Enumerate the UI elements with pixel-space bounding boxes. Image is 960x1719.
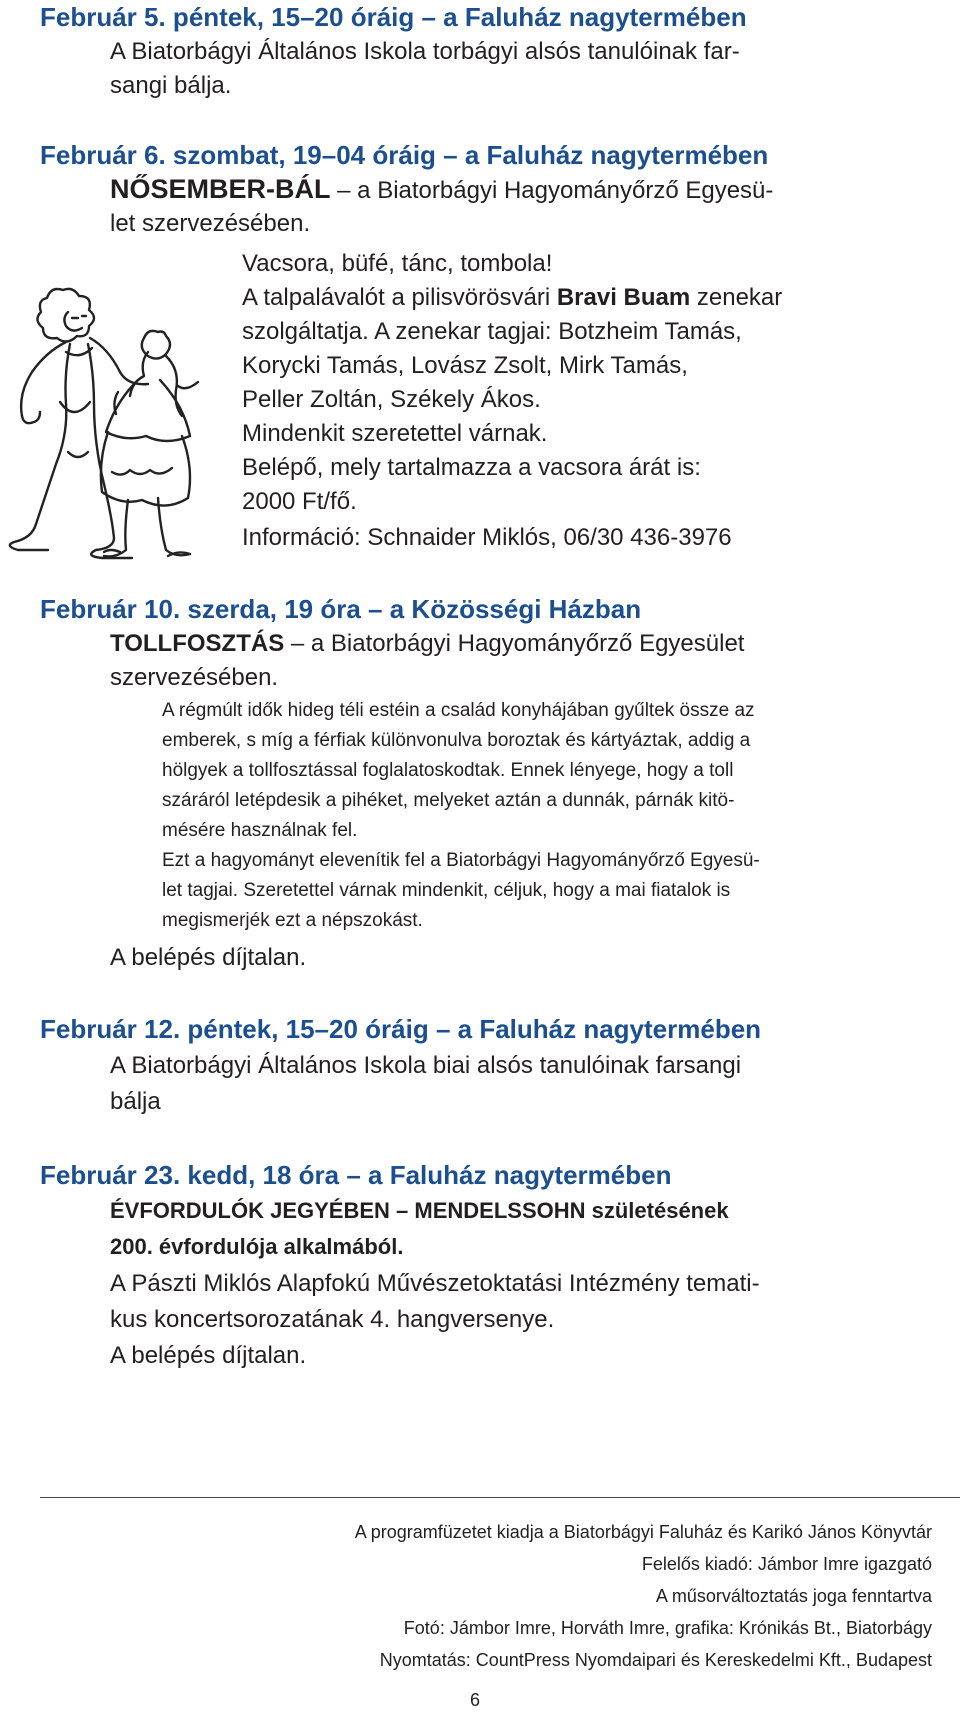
event-heading: Február 6. szombat, 19–04 óráig – a Faluház nagytermében — [40, 140, 769, 170]
detail-text: A talpalávalót a pilisvörösvári — [242, 284, 557, 311]
event-title: NŐSEMBER-BÁL — [110, 174, 331, 204]
detail-line: 2000 Ft/fő. — [242, 488, 357, 515]
detail-line — [242, 284, 782, 312]
body-line: mésére használnak fel. — [162, 820, 358, 841]
entry-note: A belépés díjtalan. — [110, 1342, 307, 1369]
footer-line: A programfüzetet kiadja a Biatorbágyi Faluház és Karikó János Könyvtár — [354, 1522, 932, 1542]
event-text: A Pászti Miklós Alapfokú Művészetoktatási Intézmény temati- — [110, 1270, 760, 1297]
footer-line: A műsorváltoztatás joga fenntartva — [655, 1586, 932, 1606]
event-title-rest: – a Biatorbágyi Hagyományőrző Egyesület — [284, 630, 745, 657]
detail-line: szolgáltatja. A zenekar tagjai: Botzheim Tamás, — [242, 318, 742, 345]
event-title: TOLLFOSZTÁS — [110, 630, 285, 657]
event-text: sangi bálja. — [110, 72, 232, 99]
footer-line: Felelős kiadó: Jámbor Imre igazgató — [641, 1554, 932, 1574]
event-text: szervezésében. — [110, 664, 279, 691]
detail-line: Mindenkit szeretettel várnak. — [242, 420, 548, 447]
footer-divider — [40, 1497, 960, 1498]
footer-line: Fotó: Jámbor Imre, Horváth Imre, grafika: Krónikás Bt., Biatorbágy — [403, 1618, 932, 1638]
event-heading: Február 5. péntek, 15–20 óráig – a Faluház nagytermében — [40, 2, 747, 32]
event-title: 200. évfordulója alkalmából. — [110, 1234, 404, 1259]
detail-line: Vacsora, büfé, tánc, tombola! — [242, 250, 553, 277]
event-title-line — [110, 630, 744, 658]
event-text: bálja — [110, 1088, 161, 1115]
page-number: 6 — [470, 1690, 481, 1710]
detail-line: Peller Zoltán, Székely Ákos. — [242, 386, 541, 413]
detail-line: Belépő, mely tartalmazza a vacsora árát is: — [242, 454, 701, 481]
detail-line: Korycki Tamás, Lovász Zsolt, Mirk Tamás, — [242, 352, 688, 379]
event-title-line — [110, 174, 773, 205]
event-text: A Biatorbágyi Általános Iskola biai alsós tanulóinak farsangi — [110, 1052, 742, 1079]
detail-line: Információ: Schnaider Miklós, 06/30 436-3976 — [242, 524, 732, 551]
dancing-couple-illustration — [8, 272, 238, 602]
body-line: let tagjai. Szeretettel várnak mindenkit, céljuk, hogy a mai fiatalok is — [162, 880, 731, 901]
event-text: kus koncertsorozatának 4. hangversenye. — [110, 1306, 555, 1333]
entry-note: A belépés díjtalan. — [110, 944, 307, 971]
body-line: Ezt a hagyományt elevenítik fel a Biatorbágyi Hagyományőrző Egyesü- — [162, 850, 760, 871]
body-line: A régmúlt idők hideg téli estéin a család konyhájában gyűltek össze az — [162, 700, 755, 721]
body-line: emberek, s míg a férfiak különvonulva boroztak és kártyáztak, addig a — [162, 730, 751, 751]
band-name: Bravi Buam — [556, 284, 691, 311]
body-line: megismerjék ezt a népszokást. — [162, 910, 423, 931]
event-heading: Február 10. szerda, 19 óra – a Közösségi Házban — [40, 594, 642, 624]
event-text: A Biatorbágyi Általános Iskola torbágyi alsós tanulóinak far- — [110, 38, 740, 65]
footer-line: Nyomtatás: CountPress Nyomdaipari és Kereskedelmi Kft., Budapest — [379, 1650, 932, 1670]
body-line: száráról letépdesik a pihéket, melyeket aztán a dunnák, párnák kitö- — [162, 790, 735, 811]
body-line: hölgyek a tollfosztással foglalatoskodtak. Ennek lényege, hogy a toll — [162, 760, 734, 781]
event-heading: Február 23. kedd, 18 óra – a Faluház nagytermében — [40, 1160, 672, 1190]
event-heading: Február 12. péntek, 15–20 óráig – a Faluház nagytermében — [40, 1014, 762, 1044]
event-text: let szervezésében. — [110, 210, 311, 237]
detail-text: zenekar — [690, 284, 783, 311]
event-title-rest: – a Biatorbágyi Hagyományőrző Egyesü- — [330, 177, 774, 204]
event-title: ÉVFORDULÓK JEGYÉBEN – MENDELSSOHN születésének — [110, 1198, 729, 1223]
